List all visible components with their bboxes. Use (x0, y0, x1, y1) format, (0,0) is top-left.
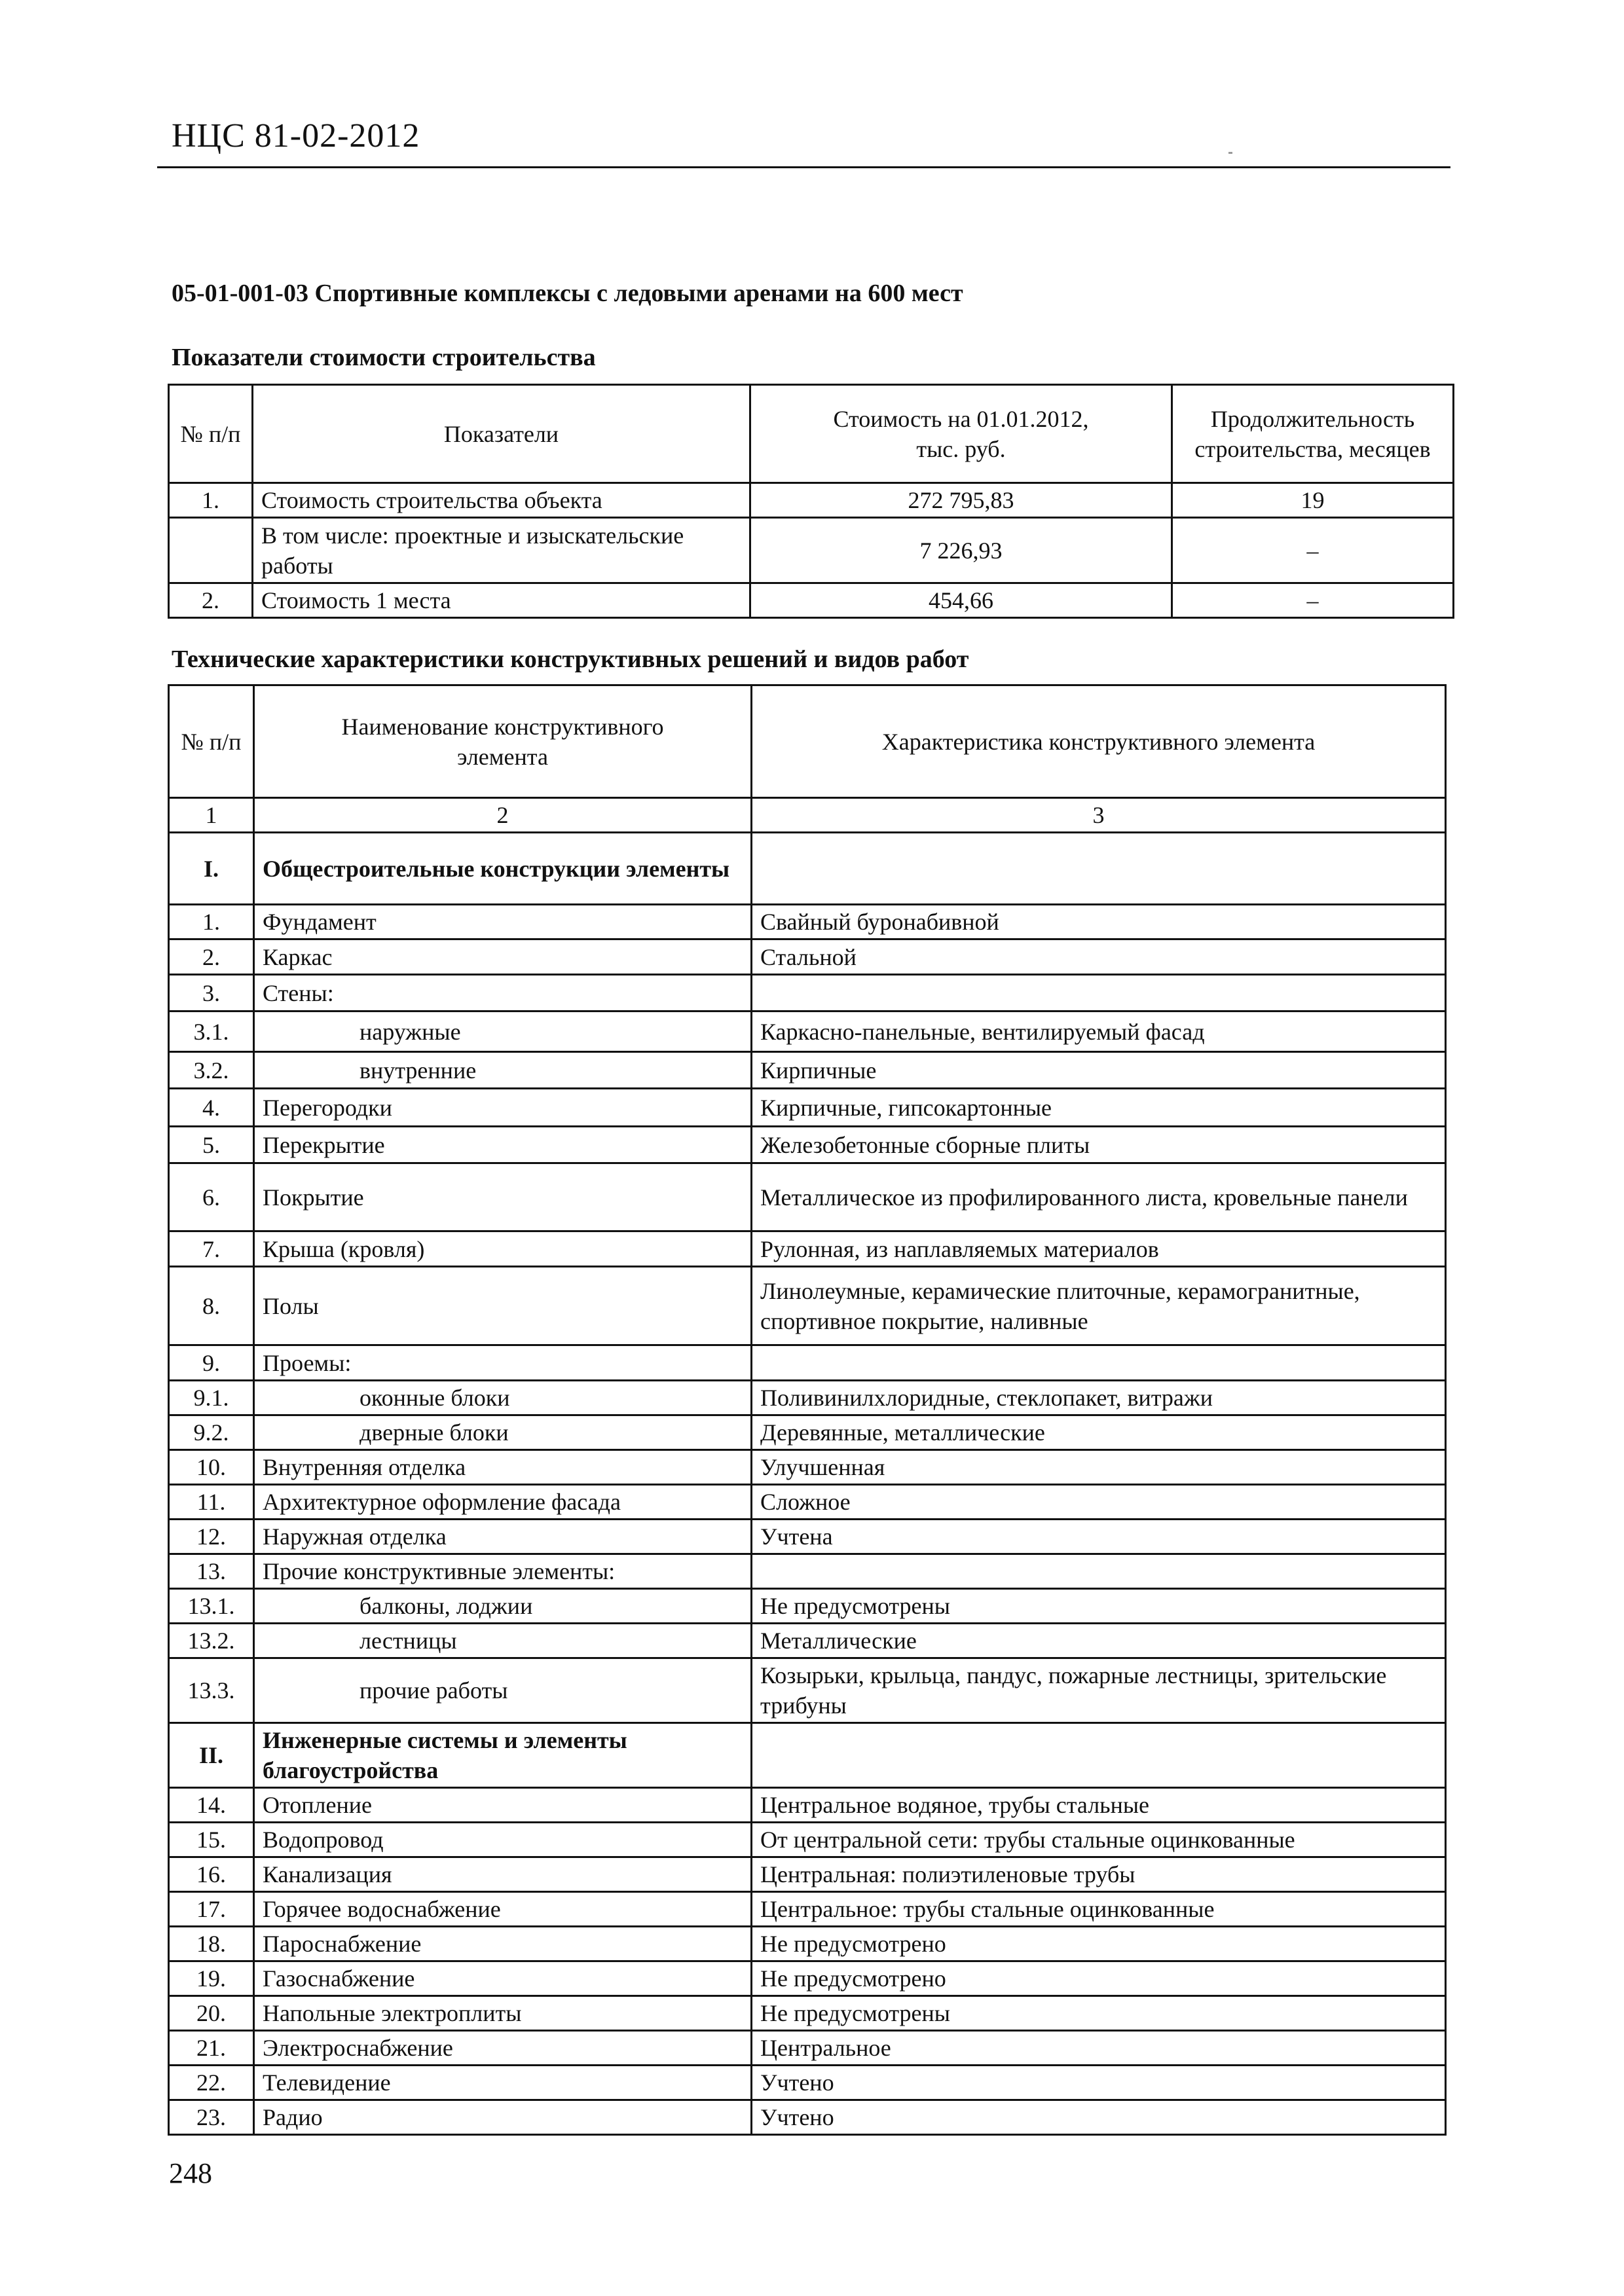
tech-table (168, 684, 1447, 2136)
row-characteristic: Центральное (752, 2031, 1446, 2066)
row-name: Проемы: (254, 1345, 752, 1381)
row-num: 15. (169, 1823, 254, 1857)
row-num: 3. (169, 975, 254, 1011)
row-num: I. (169, 833, 254, 905)
row-name: Напольные электроплиты (254, 1996, 752, 2031)
row-name: Покрытие (254, 1163, 752, 1231)
table-row (169, 905, 1446, 939)
table-row (169, 1927, 1446, 1961)
row-num: 6. (169, 1163, 254, 1231)
row-characteristic: Сложное (752, 1485, 1446, 1520)
page-number: 248 (169, 2157, 212, 2189)
row-characteristic: Улучшенная (752, 1450, 1446, 1485)
row-num: 14. (169, 1788, 254, 1823)
header-indicator: Показатели (253, 385, 750, 483)
table-row (169, 1011, 1446, 1052)
row-characteristic (752, 1723, 1446, 1788)
row-num: 20. (169, 1996, 254, 2031)
row-cost: 7 226,93 (750, 518, 1172, 583)
row-name: Каркас (254, 939, 752, 975)
table-row (169, 1231, 1446, 1267)
row-indicator: Стоимость строительства объекта (253, 483, 750, 518)
row-name: Радио (254, 2100, 752, 2135)
row-num: 4. (169, 1089, 254, 1127)
table-row (169, 2100, 1446, 2135)
row-num: 10. (169, 1450, 254, 1485)
row-name: Инженерные системы и элементы благоустройства (254, 1723, 752, 1788)
row-characteristic: От центральной сети: трубы стальные оцинкованные (752, 1823, 1446, 1857)
row-characteristic: Свайный буронабивной (752, 905, 1446, 939)
row-characteristic: Поливинилхлоридные, стеклопакет, витражи (752, 1381, 1446, 1415)
row-characteristic: Не предусмотрено (752, 1961, 1446, 1996)
row-characteristic: Металлические (752, 1624, 1446, 1658)
table-row (169, 1892, 1446, 1927)
row-name: Пароснабжение (254, 1927, 752, 1961)
row-name: Полы (254, 1267, 752, 1345)
index-row (169, 798, 1446, 833)
row-name: Водопровод (254, 1823, 752, 1857)
row-name: Горячее водоснабжение (254, 1892, 752, 1927)
row-name: Наружная отделка (254, 1520, 752, 1554)
table-row (169, 1961, 1446, 1996)
row-characteristic: Кирпичные, гипсокартонные (752, 1089, 1446, 1127)
row-num: 2. (169, 939, 254, 975)
table-row (169, 583, 1454, 618)
row-num: 3.2. (169, 1052, 254, 1089)
header-characteristic: Характеристика конструктивного элемента (752, 685, 1446, 798)
row-name: Телевидение (254, 2066, 752, 2100)
row-num: 13. (169, 1554, 254, 1589)
table-row (169, 1520, 1446, 1554)
table-row (169, 1723, 1446, 1788)
row-characteristic: Железобетонные сборные плиты (752, 1127, 1446, 1163)
table-row (169, 1415, 1446, 1450)
row-cost: 272 795,83 (750, 483, 1172, 518)
row-characteristic: Не предусмотрено (752, 1927, 1446, 1961)
row-num: 18. (169, 1927, 254, 1961)
row-name: Внутренняя отделка (254, 1450, 752, 1485)
row-characteristic: Центральная: полиэтиленовые трубы (752, 1857, 1446, 1892)
row-name: Фундамент (254, 905, 752, 939)
table-row (169, 1163, 1446, 1231)
table-row (169, 1450, 1446, 1485)
row-characteristic (752, 1345, 1446, 1381)
header-num: № п/п (169, 685, 254, 798)
row-name: Прочие конструктивные элементы: (254, 1554, 752, 1589)
table-row (169, 1267, 1446, 1345)
row-characteristic: Учтена (752, 1520, 1446, 1554)
row-characteristic: Центральное: трубы стальные оцинкованные (752, 1892, 1446, 1927)
row-characteristic: Рулонная, из наплавляемых материалов (752, 1231, 1446, 1267)
row-characteristic (752, 833, 1446, 905)
table-row (169, 518, 1454, 583)
row-cost: 454,66 (750, 583, 1172, 618)
row-characteristic (752, 1554, 1446, 1589)
row-characteristic: Учтено (752, 2066, 1446, 2100)
row-num: II. (169, 1723, 254, 1788)
row-name: лестницы (254, 1624, 752, 1658)
row-num: 9. (169, 1345, 254, 1381)
row-name: Стены: (254, 975, 752, 1011)
row-name: дверные блоки (254, 1415, 752, 1450)
row-num: 16. (169, 1857, 254, 1892)
row-num: 19. (169, 1961, 254, 1996)
row-name: Общестроительные конструкции элементы (254, 833, 752, 905)
row-characteristic: Учтено (752, 2100, 1446, 2135)
row-num: 2. (169, 583, 253, 618)
header-cost: Стоимость на 01.01.2012, тыс. руб. (750, 385, 1172, 483)
table-row (169, 833, 1446, 905)
table-row (169, 1089, 1446, 1127)
row-characteristic: Деревянные, металлические (752, 1415, 1446, 1450)
row-name: Канализация (254, 1857, 752, 1892)
row-indicator: Стоимость 1 места (253, 583, 750, 618)
row-name: Архитектурное оформление фасада (254, 1485, 752, 1520)
row-name: наружные (254, 1011, 752, 1052)
header-duration: Продолжительность строительства, месяцев (1172, 385, 1454, 483)
row-name: внутренние (254, 1052, 752, 1089)
table-row (169, 1127, 1446, 1163)
row-characteristic: Кирпичные (752, 1052, 1446, 1089)
row-duration: – (1172, 583, 1454, 618)
row-name: Перегородки (254, 1089, 752, 1127)
row-name: Крыша (кровля) (254, 1231, 752, 1267)
row-name: Газоснабжение (254, 1961, 752, 1996)
row-name: оконные блоки (254, 1381, 752, 1415)
row-duration: 19 (1172, 483, 1454, 518)
section-title: 05-01-001-03 Спортивные комплексы с ледовыми аренами на 600 мест (172, 280, 963, 307)
index-cell: 3 (752, 798, 1446, 833)
row-num: 13.2. (169, 1624, 254, 1658)
row-num: 22. (169, 2066, 254, 2100)
row-num: 13.3. (169, 1658, 254, 1723)
row-num: 17. (169, 1892, 254, 1927)
row-characteristic: Козырьки, крыльца, пандус, пожарные лестницы, зрительские трибуны (752, 1658, 1446, 1723)
index-cell: 2 (254, 798, 752, 833)
table-row (169, 1658, 1446, 1723)
table-row (169, 2066, 1446, 2100)
row-num: 3.1. (169, 1011, 254, 1052)
table-row (169, 939, 1446, 975)
row-name: прочие работы (254, 1658, 752, 1723)
row-characteristic: Линолеумные, керамические плиточные, керамогранитные, спортивное покрытие, наливные (752, 1267, 1446, 1345)
table-row (169, 1052, 1446, 1089)
row-characteristic (752, 975, 1446, 1011)
table-row (169, 1624, 1446, 1658)
table-row (169, 1381, 1446, 1415)
row-num: 8. (169, 1267, 254, 1345)
table-row (169, 975, 1446, 1011)
row-num: 21. (169, 2031, 254, 2066)
row-characteristic: Каркасно-панельные, вентилируемый фасад (752, 1011, 1446, 1052)
row-num: 1. (169, 483, 253, 518)
tech-table-header-row (169, 685, 1446, 798)
row-num: 9.2. (169, 1415, 254, 1450)
document-code: НЦС 81-02-2012 (172, 117, 420, 155)
table-row (169, 1788, 1446, 1823)
row-characteristic: Не предусмотрены (752, 1589, 1446, 1624)
cost-table-header-row (169, 385, 1454, 483)
row-num: 5. (169, 1127, 254, 1163)
tech-table-title: Технические характеристики конструктивных решений и видов работ (172, 646, 969, 673)
index-cell: 1 (169, 798, 254, 833)
table-row (169, 1485, 1446, 1520)
row-name: Перекрытие (254, 1127, 752, 1163)
row-name: Электроснабжение (254, 2031, 752, 2066)
row-characteristic: Металлическое из профилированного листа, кровельные панели (752, 1163, 1446, 1231)
row-name: Отопление (254, 1788, 752, 1823)
table-row (169, 1857, 1446, 1892)
row-characteristic: Не предусмотрены (752, 1996, 1446, 2031)
cost-table (168, 384, 1454, 619)
row-num (169, 518, 253, 583)
table-row (169, 1996, 1446, 2031)
row-num: 23. (169, 2100, 254, 2135)
row-characteristic: Центральное водяное, трубы стальные (752, 1788, 1446, 1823)
row-num: 13.1. (169, 1589, 254, 1624)
row-num: 7. (169, 1231, 254, 1267)
row-characteristic: Стальной (752, 939, 1446, 975)
table-row (169, 2031, 1446, 2066)
scan-artifact (1228, 152, 1232, 154)
table-row (169, 1345, 1446, 1381)
row-num: 12. (169, 1520, 254, 1554)
header-name: Наименование конструктивного элемента (254, 685, 752, 798)
row-num: 1. (169, 905, 254, 939)
header-num: № п/п (169, 385, 253, 483)
table-row (169, 1554, 1446, 1589)
table-row (169, 1589, 1446, 1624)
row-num: 9.1. (169, 1381, 254, 1415)
table-row (169, 1823, 1446, 1857)
header-rule (157, 166, 1450, 168)
cost-table-title: Показатели стоимости строительства (172, 344, 596, 371)
row-indicator: В том числе: проектные и изыскательские работы (253, 518, 750, 583)
row-duration: – (1172, 518, 1454, 583)
table-row (169, 483, 1454, 518)
row-name: балконы, лоджии (254, 1589, 752, 1624)
row-num: 11. (169, 1485, 254, 1520)
